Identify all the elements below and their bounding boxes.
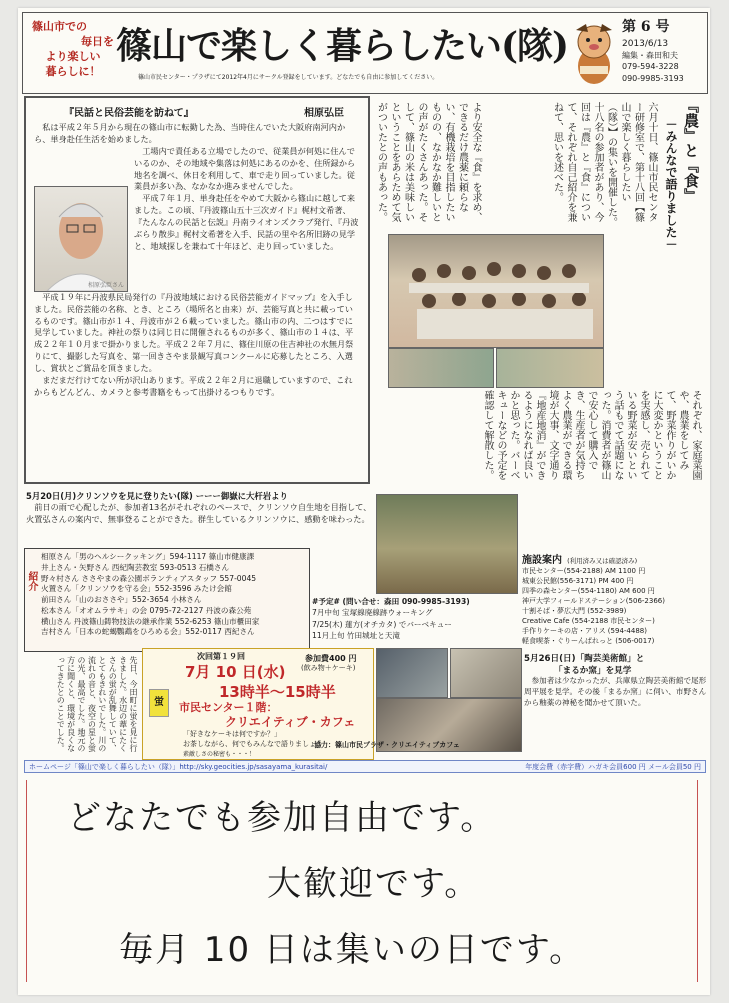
facilities-list <box>522 567 706 647</box>
issue-number: 第 6 号 <box>622 19 670 35</box>
phone-1: 079-594-3228 <box>622 62 679 72</box>
article-right <box>374 96 706 484</box>
intro-row: 横山さん 丹波篠山鋳物技法の継承作業 552-6253 篠山市櫃田家 <box>41 616 260 626</box>
next-meeting-place: 市民センター１階： <box>179 701 278 714</box>
facilities-section <box>522 548 706 647</box>
meeting-photo-2 <box>388 348 494 388</box>
facility-item: 市民センター(554-2188) AM 1100 円 <box>522 567 646 575</box>
clean-walk-section <box>26 490 372 526</box>
footer-bar <box>24 760 706 773</box>
newsletter-page <box>18 8 710 995</box>
introductions-list <box>41 552 307 638</box>
intro-row: 野々村さん ささやまの森公園ボランティアスタッフ 557-0045 <box>41 573 257 583</box>
subtitle: 篠山市民センター・プラザにて2012年4月にサークル登録をしています。どなたでも自由に参加してください。 <box>138 74 439 81</box>
facility-item: 四季の森センター(554-1180) AM 600 円 <box>522 586 655 595</box>
article-right-subtitle: －みんなで語りました－ <box>664 118 678 250</box>
pottery-photo-1 <box>376 648 448 698</box>
next-meeting-heading: 次回第１９回 <box>197 652 245 661</box>
article-left-p1: 私は平成２年５月から現在の篠山市に転勤した為、当時住んでいた大阪府南河内から、単身赴任生活を始めました。 <box>34 122 346 144</box>
membership-fees: 年度会費（赤字費）ハガキ会員600 円 メール会員50 円 <box>525 763 701 771</box>
slogan <box>32 20 114 79</box>
intro-row: 松本さん「オオムラサキ」の会 0795-72-2127 丹波の森公苑 <box>41 605 252 615</box>
intro-row: 前田さん「山のおささや」552-3654 小林さん <box>41 595 202 605</box>
newsletter-title: 篠山で楽しく暮らしたい(隊) <box>116 25 569 67</box>
meeting-group-photo <box>388 234 604 348</box>
museum-section <box>524 652 708 708</box>
meeting-photo-3 <box>496 348 604 388</box>
clean-walk-body: 前日の雨で心配したが、参加者13名がそれぞれのペースで、クリンソウ自生地を目指して、火置弘さんの案内で、無事登ることができた。群生しているクリンソウに、感動を味わった。 <box>26 502 372 524</box>
facilities-title: 施設案内 <box>522 555 562 566</box>
facility-item: 神戸大学フィールドステーション(506-2366) <box>522 596 665 605</box>
article-left-title: 『民話と民俗芸能を訪ねて』 <box>64 108 194 119</box>
schedule-section <box>312 596 518 642</box>
slogan-line-2: 毎日を <box>81 34 114 48</box>
intro-row: 吉村さん「日本の蛇蝎鸚鵡をひろめる会」552-0117 西紀さん <box>41 627 255 637</box>
intro-row: 火置さん「クリンソウを守る会」552-3596 みたけ会館 <box>41 584 232 594</box>
issue-info <box>622 18 704 84</box>
facility-item: 手作りケーキの店・アリス (594-4488) <box>522 626 647 635</box>
article-left <box>24 96 370 484</box>
article-left-p5: まだまだ行けてない所が沢山あります。平成２２年２月に退職していますので、これからもどんどん、カメラと参考書籍をもって出掛けるつもりです。 <box>34 375 353 397</box>
article-right-col-1: 六月十日、篠山市民センター研修室で、第十八回【篠山で楽しく暮らしたい（隊）】の集いを開催した。十八名の参加者があり、今回は『農』と『食』について、それぞれ自己紹介を兼ねて、思いを述べた。 <box>551 102 657 227</box>
next-meeting-fee-note: (飲み物＋ケーキ) <box>301 664 356 672</box>
article-left-p3: 平成７年１月、単身赴任をやめて大阪から篠山に越して来ました。この頃、『丹波篠山五十三次ガイド』梶村文希著、『たんなんの民話と伝説』丹南ライオンズクラブ発行、『丹波ぶらり散歩』梶村文希著を入手、民話の里や名所旧跡の見学と、地域探しを兼ねて十年ほど、走り回っていました。 <box>134 193 359 251</box>
message-line-1: どなたでも参加自由です。 <box>67 798 497 838</box>
message-line-3: 毎月 10 日は集いの日です。 <box>119 930 586 970</box>
next-meeting-note-3: 素敵しさの秘密も・・・！ <box>183 751 256 758</box>
article-right-col-2: より安全な『食』を求め、できるだけ農薬に頼らない、有機栽培を目指したいものの、なかなか難しいとの声がたくさんあった。そして、篠山の米は美味しいということをあらためて気がついたとの声もあった。 <box>375 102 481 222</box>
editor-name: 編集・森田和夫 <box>622 51 678 61</box>
intro-row: 相原さん「男のヘルシークッキング」594-1117 篠山市健康課 <box>41 552 255 561</box>
message-box <box>26 780 698 982</box>
article-left-p2: 工場内で責任ある立場でしたので、従業員が何処に住んでいるのか、その地域や集落は何処にあるのかを、住所録から地名を調べ、休日を利用して、車で走り回っていました。従業員が多い為、なかなか進みませんでした。 <box>134 145 356 192</box>
schedule-item: 7月中旬 宝塚線廃線跡ウォーキング <box>312 608 433 618</box>
message-line-2: 大歓迎です。 <box>267 864 481 904</box>
portrait-caption: 相原弘臣さん <box>87 281 124 289</box>
introductions-box <box>24 548 310 652</box>
next-meeting-note-2: お茶しながら、何でもみんなで語りましょう <box>183 740 323 748</box>
clean-walk-photo <box>376 494 518 594</box>
slogan-line-4: 暮らしに！ <box>45 64 101 78</box>
next-meeting-venue: クリエイティブ・カフェ <box>225 715 356 729</box>
facilities-note: (利用済み又は確認済み) <box>567 557 638 565</box>
homepage-link[interactable]: ホームページ「篠山で楽しく暮らしたい（隊）」http://sky.geocities.jp/sasayama_kurasitai/ <box>29 763 328 771</box>
schedule-title: #予定# (問い合せ：森田 090-9985-3193) <box>312 597 470 606</box>
next-meeting-fee: 参加費400 円 <box>305 654 357 663</box>
slogan-line-3: より楽しい <box>45 49 101 63</box>
museum-title: 5月26日(日)「陶芸美術館」と <box>524 654 645 664</box>
next-meeting-date: 7月 10 日(水) <box>185 663 286 681</box>
next-meeting-time: 13時半〜15時半 <box>219 683 336 701</box>
portrait-photo <box>34 186 128 292</box>
issue-date: 2013/6/13 <box>622 38 669 49</box>
facility-item: 十割そば・夢広大門 (552-3989) <box>522 606 627 615</box>
article-left-author: 相原弘臣 <box>304 108 344 119</box>
museum-title-2: 「まるか窯」を見学 <box>554 666 632 676</box>
facility-item: 軽食喫茶・ぐりーんぱれっと (506-0017) <box>522 636 655 645</box>
facility-item: 城東公民館(556-3171) PM 400 円 <box>522 576 634 585</box>
article-left-p4: 平成１９年に丹波県民局発行の『丹波地域における民俗芸能ガイドマップ』を入手しました。民俗芸能の名称、とき、ところ（場所名と由来）が、芸能写真と共に載っているものです。篠山市が１４、丹波市が２６載っていました。篠山市の内、二つはすでに見学していました。神社の祭りは同じ日に開催されるものが多く、篠山市の１４は、平成２２年１０月まで掛かりました。平成２２年７月に、篠住川原の住吉神社の水無月祭りにて、撮影した写真を、第一回きさやま景観写真コンクールに応募したところ、入選し、賞状とご賞品を頂きました。 <box>34 291 354 374</box>
cooperation-note: 協力：篠山市民プラザ・クリエイティブカフェ <box>314 741 460 749</box>
schedule-item: 7/25(木) 蓮方(オチカタ) でバーベキュー <box>312 619 452 629</box>
introductions-label: 紹介 <box>26 571 37 591</box>
phone-2: 090-9985-3193 <box>622 73 684 83</box>
schedule-item: 11月上旬 竹田城址と天滝 <box>312 631 401 641</box>
clean-walk-title: 5月20日(月)クリンソウを見に登りたい(隊) ーーー御嶽に大杆岩より <box>26 491 288 501</box>
museum-body: 参加者は少なかったが、兵庫県立陶芸美術館で尾形周平展を見学。その後「まるか窯」に伺い、市野さんから釉薬の神秘を聞かせて頂いた。 <box>524 676 707 707</box>
slogan-line-1: 篠山市での <box>32 20 87 33</box>
intro-row: 井上さん・矢野さん 西紀陶芸教室 593-0513 石橋さん <box>41 562 230 572</box>
facility-item: Creative Cafe (554-2188 市民センター) <box>522 616 655 625</box>
pottery-photo-2 <box>450 648 522 698</box>
firefly-text: 先日、今田町に蛍を見に行きました。水辺の葦にたくさんの蛍が乱舞していて、とてもきれいでした。川の流れの音と、夜空の星と蛍の光、最高でした。地元の方に聞くと、環境が良くなってきたとのことでした。 <box>56 656 138 752</box>
article-right-title: 『農』と『食』 <box>682 98 700 203</box>
mascot-image <box>566 20 622 86</box>
firefly-label: 蛍 <box>149 689 169 717</box>
next-meeting-note-1: 「好きなケーキは何ですか？」 <box>183 730 281 738</box>
article-right-col-3: それぞれ、家庭菜園や、農業をしてみて、野菜作りがいかに大変かということを実感し、売られている野菜が安いという話もでて話題になった。消費者が篠山で安心して購入でき、生産者が気持ちよく農業ができる環境が大事、文字通り『地産地消』ができるようになれば良いかと思った。バーベキューなどの予定を確認して解散した。 <box>482 390 701 480</box>
